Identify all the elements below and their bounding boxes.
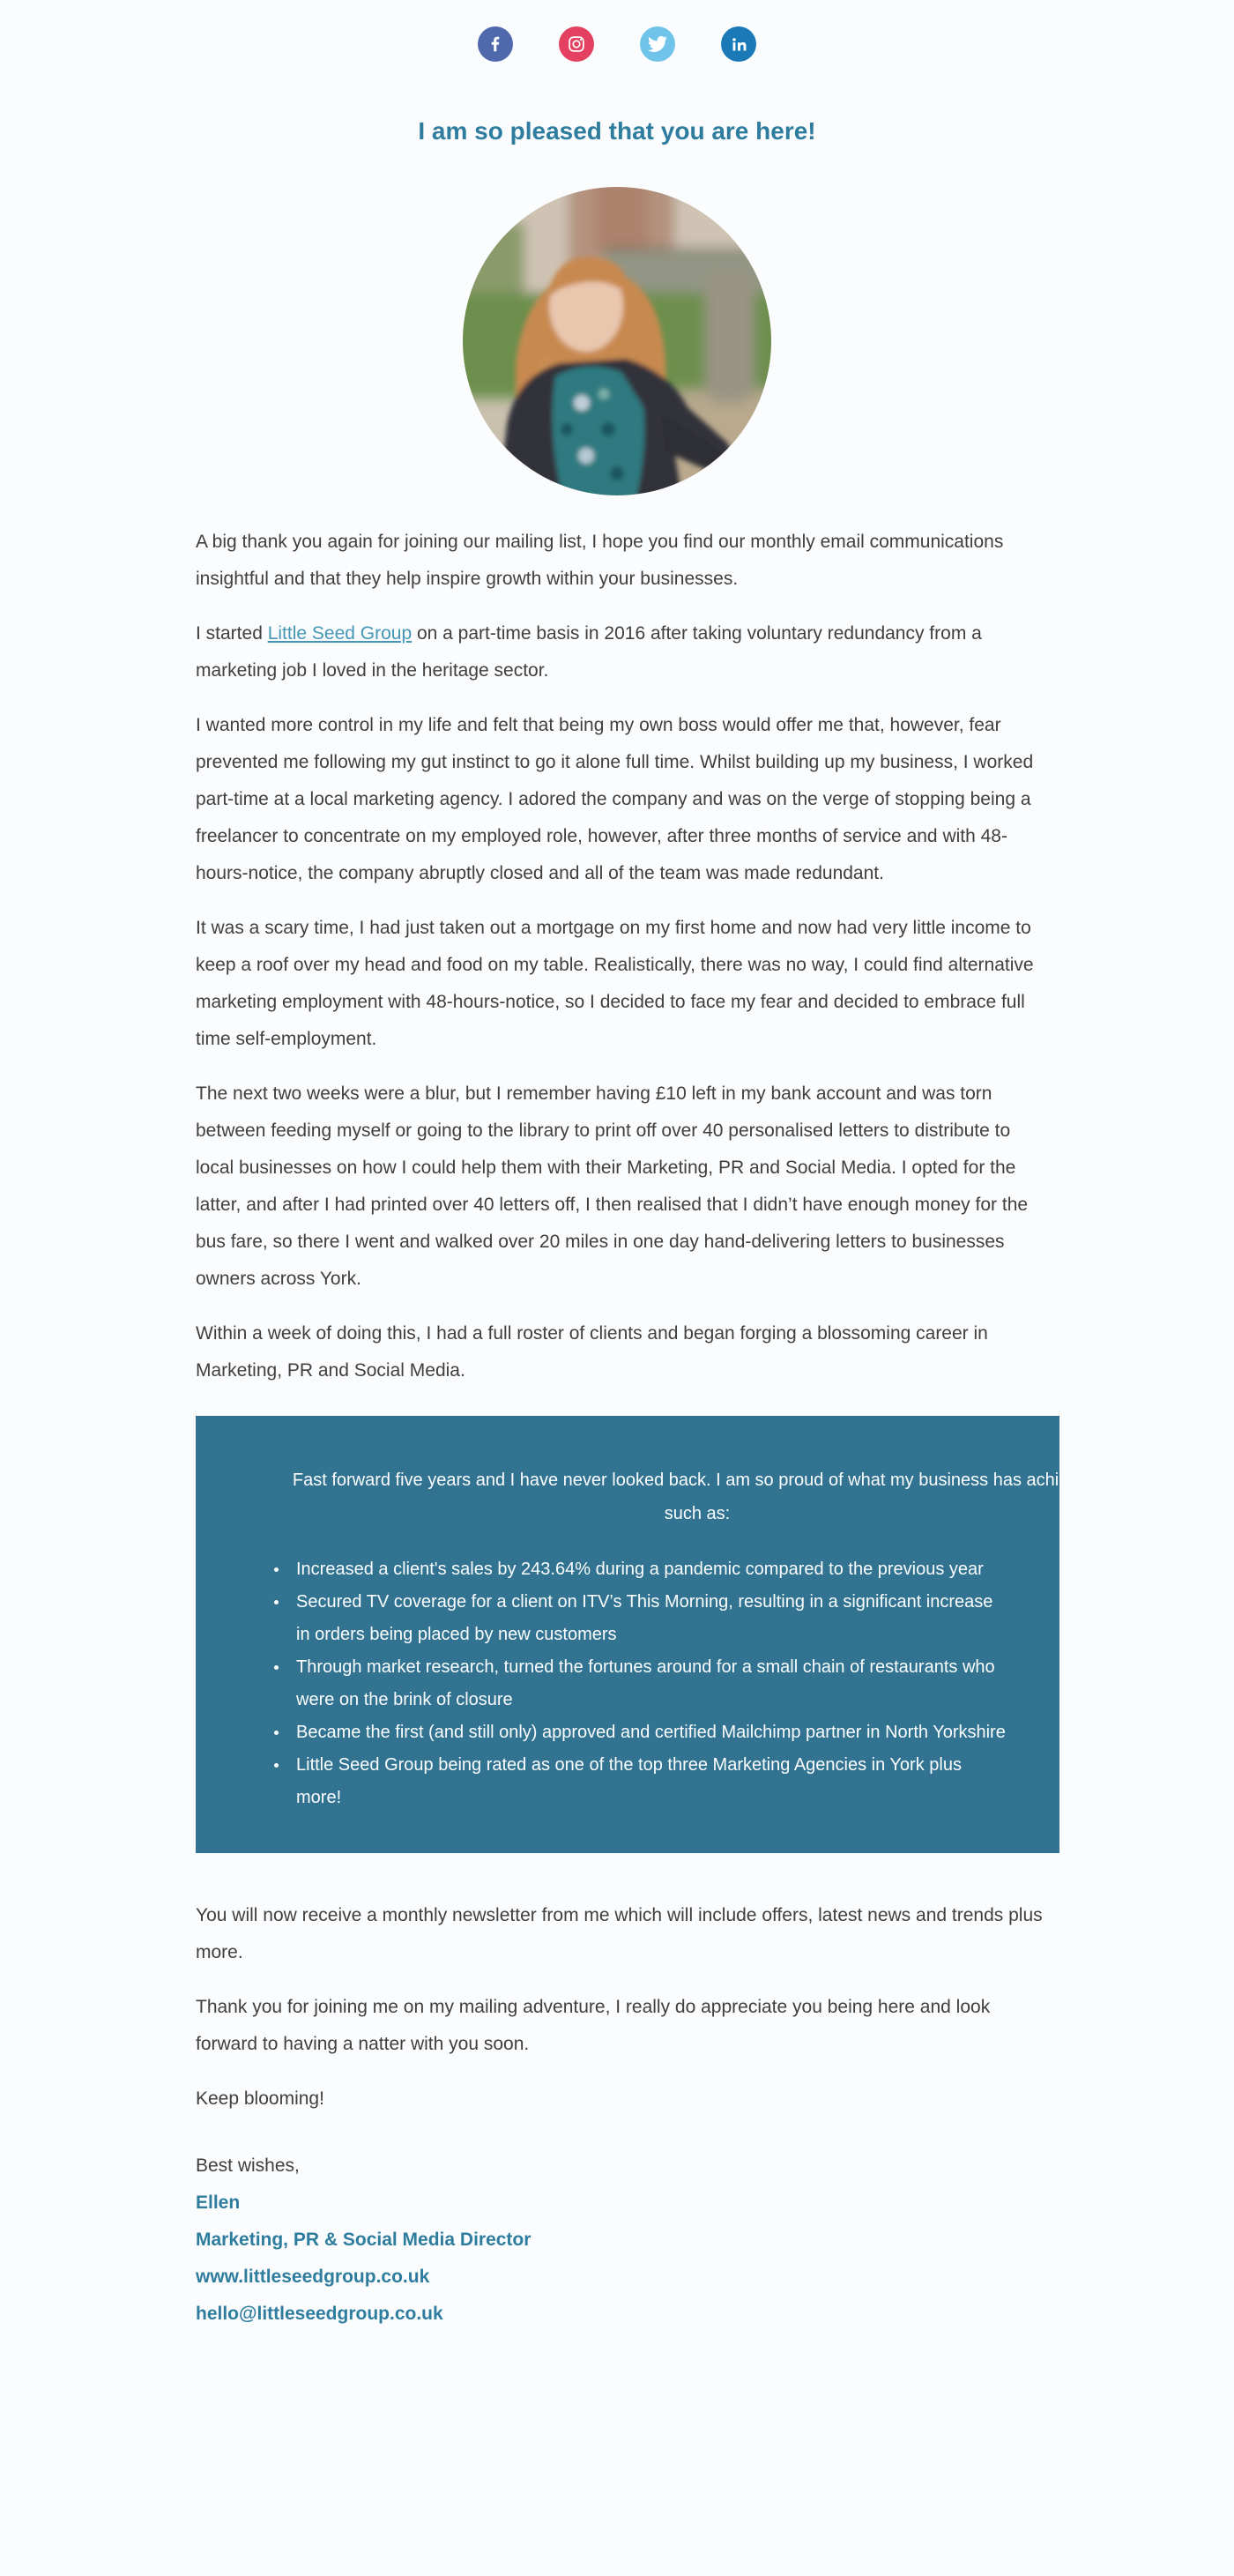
- signature-name: Ellen: [196, 2193, 241, 2213]
- story-paragraph-clients: Within a week of doing this, I had a full roster of clients and began forging a blossoming career in Marketing, PR and Social Media.: [196, 1323, 988, 1381]
- social-links-row: [0, 0, 1234, 62]
- story-paragraph-start: [196, 615, 1044, 689]
- email-body: [196, 524, 1103, 2333]
- achievement-item: • Little Seed Group being rated as one of the top three Marketing Agencies in York plus more!: [289, 1749, 1010, 1814]
- email-link[interactable]: hello@littleseedgroup.co.uk: [196, 2304, 443, 2324]
- achievement-item: • Through market research, turned the fortunes around for a small chain of restaurants who were on the brink of closure: [289, 1651, 1010, 1716]
- little-seed-group-link[interactable]: Little Seed Group: [267, 623, 413, 644]
- achievement-item: • Secured TV coverage for a client on ITV’s This Morning, resulting in a significant increase in orders being placed by new customers: [289, 1586, 1010, 1651]
- signature-regards: Best wishes,: [196, 2155, 300, 2176]
- signature-role: Marketing, PR & Social Media Director: [196, 2230, 532, 2250]
- twitter-icon[interactable]: [640, 26, 675, 62]
- closing-paragraph-thanks: Thank you for joining me on my mailing adventure, I really do appreciate you being here and look forward to having a natter with you soon.: [196, 1997, 991, 2054]
- instagram-icon[interactable]: [559, 26, 594, 62]
- facebook-icon[interactable]: [478, 26, 513, 62]
- website-link[interactable]: www.littleseedgroup.co.uk: [196, 2267, 430, 2287]
- closing-paragraph-newsletter: You will now receive a monthly newsletter from me which will include offers, latest news and trends plus more.: [196, 1905, 1043, 1962]
- achievement-item: • Increased a client's sales by 243.64% during a pandemic compared to the previous year: [289, 1553, 1010, 1586]
- achievement-item: • Became the first (and still only) approved and certified Mailchimp partner in North Yorkshire: [289, 1716, 1010, 1749]
- signature-block: [196, 2148, 1059, 2333]
- text-before-link: I started: [196, 623, 268, 644]
- achievements-intro: Fast forward five years and I have never looked back. I am so proud of what my business has achieved, such as:: [292, 1470, 1103, 1523]
- intro-paragraph: A big thank you again for joining our mailing list, I hope you find our monthly email communications insightful and that they help inspire growth within your businesses.: [196, 532, 1004, 589]
- story-paragraph-scary-time: It was a scary time, I had just taken out a mortgage on my first home and now had very little income to keep a roof over my head and food on my table. Realistically, there was no way, I could find alternative marketing employment with 48-hours-notice, so I decided to face my fear and decided to embrace full time self-employment.: [196, 918, 1034, 1049]
- welcome-heading: I am so pleased that you are here!: [418, 117, 816, 145]
- story-paragraph-control: I wanted more control in my life and felt that being my own boss would offer me that, however, fear prevented me following my gut instinct to go it alone full time. Whilst building up my business, I worked part-time at a local marketing agency. I adored the company and was on the verge of stopping being a freelancer to concentrate on my employed role, however, after three months of service and with 48-hours-notice, the company abruptly closed and all of the team was made redundant.: [196, 715, 1034, 883]
- photo-container: [0, 187, 1234, 495]
- linkedin-icon[interactable]: [721, 26, 756, 62]
- profile-photo: [463, 187, 771, 495]
- achievements-list: [249, 1553, 1010, 1814]
- story-paragraph-two-weeks: The next two weeks were a blur, but I remember having £10 left in my bank account and was torn between feeding myself or going to the library to print off over 40 personalised letters to distribute to local businesses on how I could help them with their Marketing, PR and Social Media. I opted for the latter, and after I had printed over 40 letters off, I then realised that I didn’t have enough money for the bus fare, so there I went and walked over 20 miles in one day hand-delivering letters to businesses owners across York.: [196, 1083, 1029, 1289]
- achievements-box: [196, 1416, 1103, 1853]
- closing-paragraph-keep-blooming: Keep blooming!: [196, 2088, 324, 2109]
- text-after-link: on a part-time basis in 2016 after taking voluntary redundancy from a marketing job I loved in the heritage sector.: [196, 623, 982, 681]
